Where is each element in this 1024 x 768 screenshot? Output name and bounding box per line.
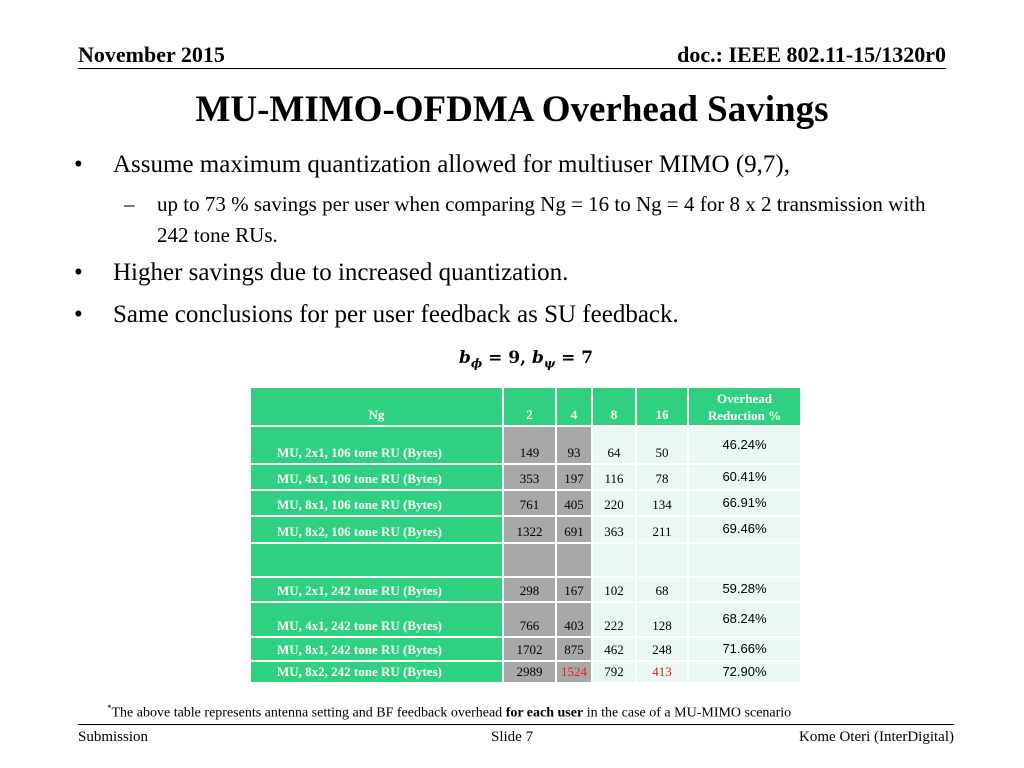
table-cell-value: 149 xyxy=(504,427,555,463)
table-cell-value: 691 xyxy=(557,517,591,542)
table-cell-blank xyxy=(557,544,591,576)
footnote xyxy=(107,703,791,722)
table-cell-reduction: 46.24% xyxy=(689,427,800,463)
bullet-2-text: Higher savings due to increased quantization. xyxy=(113,259,569,286)
table-cell-value: 353 xyxy=(504,465,555,489)
table-cell-value: 197 xyxy=(557,465,591,489)
table-cell-blank xyxy=(689,544,800,576)
table-cell-blank xyxy=(504,544,555,576)
table-cell-value: 405 xyxy=(557,491,591,515)
table-row-label: MU, 2x1, 106 tone RU (Bytes) xyxy=(251,427,502,463)
table-cell-blank xyxy=(593,544,635,576)
table-cell-value: 363 xyxy=(593,517,635,542)
sub-bullet-text: up to 73 % savings per user when comparing Ng = 16 to Ng = 4 for 8 x 2 transmission with 242 tone RUs. xyxy=(157,192,926,247)
table-cell-reduction: 66.91% xyxy=(689,491,800,515)
table-cell-value: 50 xyxy=(637,427,687,463)
table-row-blank xyxy=(251,544,502,576)
table-row-label: MU, 4x1, 106 tone RU (Bytes) xyxy=(251,465,502,489)
footer-submission: Submission xyxy=(78,729,149,745)
formula-b-psi: 7 xyxy=(581,348,594,368)
table-cell-value: 298 xyxy=(504,578,555,601)
footnote-text-before: The above table represents antenna setting and BF feedback overhead xyxy=(111,705,506,721)
table-cell-value: 222 xyxy=(593,603,635,636)
table-cell-value: 64 xyxy=(593,427,635,463)
table-cell-reduction: 72.90% xyxy=(689,662,800,682)
bullet-3-text: Same conclusions for per user feedback as SU feedback. xyxy=(113,301,679,328)
table-cell-value: 134 xyxy=(637,491,687,515)
bullet-dot-icon: • xyxy=(74,151,83,178)
table-cell-value: 211 xyxy=(637,517,687,542)
table-cell-value: 116 xyxy=(593,465,635,489)
table-cell-reduction: 59.28% xyxy=(689,578,800,601)
table-cell-value: 68 xyxy=(637,578,687,601)
table-row-label: MU, 4x1, 242 tone RU (Bytes) xyxy=(251,603,502,636)
table-row-label: MU, 2x1, 242 tone RU (Bytes) xyxy=(251,578,502,601)
table-header-ng-value: 16 xyxy=(637,388,687,425)
footer-slide-number: Slide 7 xyxy=(491,729,534,745)
bullet-1-text: Assume maximum quantization allowed for multiuser MIMO (9,7), xyxy=(113,151,790,178)
footer-author: Kome Oteri (InterDigital) xyxy=(799,729,954,745)
table-header-ng-value: 2 xyxy=(504,388,555,425)
footer-divider xyxy=(78,724,954,725)
table-cell-value: 462 xyxy=(593,638,635,660)
table-cell-blank xyxy=(637,544,687,576)
table-row-label: MU, 8x1, 242 tone RU (Bytes) xyxy=(251,638,502,660)
table-cell-reduction: 68.24% xyxy=(689,603,800,636)
table-cell-reduction: 60.41% xyxy=(689,465,800,489)
table-cell-value: 1524 xyxy=(557,662,591,682)
table-cell-value: 128 xyxy=(637,603,687,636)
table-row-label: MU, 8x2, 242 tone RU (Bytes) xyxy=(251,662,502,682)
formula-b-phi: 9 xyxy=(508,348,521,368)
quantization-formula: $b_\phi = 9$, $b_\psi = 7$ xyxy=(459,348,594,371)
table-cell-value: 761 xyxy=(504,491,555,515)
table-cell-value: 1322 xyxy=(504,517,555,542)
table-cell-value: 766 xyxy=(504,603,555,636)
dash-icon: – xyxy=(124,192,135,216)
footnote-mark: * xyxy=(107,703,112,713)
table-header-ng: Ng xyxy=(251,388,502,425)
table-cell-value: 102 xyxy=(593,578,635,601)
table-cell-value: 875 xyxy=(557,638,591,660)
table-cell-value: 78 xyxy=(637,465,687,489)
table-cell-value: 220 xyxy=(593,491,635,515)
table-header-reduction: Overhead Reduction % xyxy=(689,388,800,425)
bullet-dot-icon: • xyxy=(74,301,83,328)
table-cell-value: 248 xyxy=(637,638,687,660)
header-divider xyxy=(78,68,946,69)
table-cell-value: 403 xyxy=(557,603,591,636)
table-row-label: MU, 8x2, 106 tone RU (Bytes) xyxy=(251,517,502,542)
table-cell-value: 93 xyxy=(557,427,591,463)
table-cell-reduction: 69.46% xyxy=(689,517,800,542)
table-cell-value: 167 xyxy=(557,578,591,601)
table-header-ng-value: 4 xyxy=(557,388,591,425)
footnote-text-after: in the case of a MU-MIMO scenario xyxy=(583,705,792,721)
header-doc-id: doc.: IEEE 802.11-15/1320r0 xyxy=(677,42,946,67)
overhead-table xyxy=(251,388,800,682)
table-cell-value: 792 xyxy=(593,662,635,682)
table-cell-reduction: 71.66% xyxy=(689,638,800,660)
table-header-ng-value: 8 xyxy=(593,388,635,425)
table-cell-value: 413 xyxy=(637,662,687,682)
table-cell-value: 2989 xyxy=(504,662,555,682)
bullet-dot-icon: • xyxy=(74,259,83,286)
slide-title: MU-MIMO-OFDMA Overhead Savings xyxy=(195,89,829,130)
header-date: November 2015 xyxy=(78,42,225,67)
table-cell-value: 1702 xyxy=(504,638,555,660)
table-row-label: MU, 8x1, 106 tone RU (Bytes) xyxy=(251,491,502,515)
footnote-text-bold: for each user xyxy=(505,705,584,721)
